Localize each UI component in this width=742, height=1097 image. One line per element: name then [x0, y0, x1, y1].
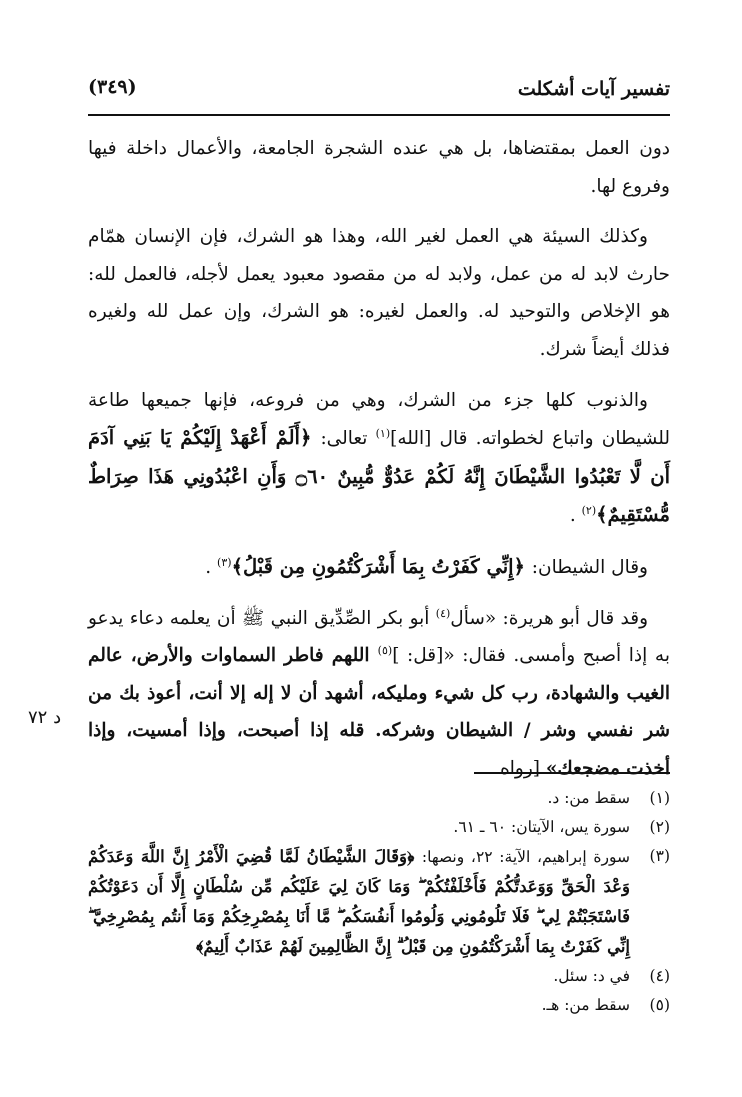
quran-quote-ibrahim: ﴿إِنِّي كَفَرْتُ بِمَا أَشْرَكْتُمُونِ مِن قَبْلُ﴾	[231, 554, 532, 578]
paragraph-3	[88, 382, 670, 535]
footnote-number: (٤)	[649, 967, 670, 985]
footnote-divider	[474, 772, 670, 774]
paragraph-4-text: وقال الشيطان:	[531, 556, 648, 578]
footnote-text: سقط من: هـ.	[541, 996, 630, 1014]
footnote-2	[88, 813, 670, 842]
paragraph-4-end: .	[205, 556, 218, 578]
paragraph-5	[88, 600, 670, 788]
paragraph-5-text: وقد قال أبو هريرة: «سأل	[450, 607, 648, 629]
paragraph-4	[88, 548, 670, 587]
paragraph-2: وكذلك السيئة هي العمل لغير الله، وهذا هو الشرك، فإن الإنسان همّام حارث لابد له من عمل، ولابد له من مقصود معبود يعمل لأجله، فالعمل لله: هو الإخلاص والتوحيد له. والعمل لغيره: هو الشرك، وإن عمل لله ولغيره فذلك أيضاً شرك.	[88, 226, 670, 360]
footnote-ref-3: (٣)	[217, 555, 232, 569]
paragraph-1: دون العمل بمقتضاها، بل هي عنده الشجرة الجامعة، والأعمال داخلة فيها وفروع لها.	[88, 138, 670, 197]
footnote-text: في د: سئل.	[553, 967, 630, 985]
quran-quote-yasin: ﴿أَلَمْ أَعْهَدْ إِلَيْكُمْ يَا بَنِي آدَمَ أَن لَّا تَعْبُدُوا الشَّيْطَانَ إِنَّهُ لَكُمْ عَدُوٌّ مُّبِينٌ ۝٦٠ وَأَنِ اعْبُدُونِي هَذَا صِرَاطٌ مُّسْتَقِيمٌ﴾	[88, 426, 670, 527]
running-title: تفسير آيات أشكلت	[517, 78, 670, 100]
footnotes	[88, 784, 670, 1020]
main-text	[88, 130, 670, 801]
footnote-number: (٥)	[649, 996, 670, 1014]
paragraph-5-end: [رواه	[500, 757, 546, 779]
paragraph-3-end: .	[569, 505, 582, 527]
footnote-ref-2: (٢)	[581, 504, 597, 518]
footnote-number: (٣)	[649, 847, 670, 865]
footnote-4	[88, 962, 670, 991]
footnote-ref-5: (٥)	[377, 643, 393, 657]
footnote-5	[88, 991, 670, 1020]
paragraph-3-text-b: تعالى:	[320, 428, 376, 450]
page-number: (٣٤٩)	[88, 76, 137, 98]
paragraph-3-text: والذنوب كلها جزء من الشرك، وهي من فروعه، فإنها جميعها طاعة للشيطان واتباع لخطواته. قال [الله]	[88, 389, 671, 450]
hadith-quote: اللهم فاطر السماوات والأرض، عالم الغيب والشهادة، رب كل شيء ومليكه، أشهد أن لا إله إلا أنت، أعوذ بك من شر نفسي وشر / الشيطان وشركه. قله إذا أصبحت، وإذا أمسيت، وإذا أخذت مضجعك»	[88, 645, 670, 779]
footnote-ref-1: (١)	[375, 427, 391, 440]
manuscript-margin-note: د ٧٢	[28, 707, 62, 728]
page-header	[88, 70, 670, 116]
footnote-number: (١)	[649, 789, 670, 807]
footnote-3-source: سورة إبراهيم، الآية: ٢٢، ونصها:	[421, 848, 630, 866]
footnote-text: سقط من: د.	[547, 789, 630, 807]
footnote-text	[88, 842, 630, 962]
footnote-ref-4: (٤)	[435, 606, 451, 620]
footnote-1	[88, 784, 670, 813]
footnote-text: سورة يس، الآيتان: ٦٠ ـ ٦١.	[453, 818, 630, 836]
paragraph-5-text-b: أبو بكر الصِّدِّيق النبي ﷺ أن يعلمه دعاء يدعو به إذا أصبح وأمسى. فقال: «[قل: ]	[88, 607, 670, 667]
footnote-3-quran-verse: ﴿وَقَالَ الشَّيْطَانُ لَمَّا قُضِيَ الْأَمْرُ إِنَّ اللَّهَ وَعَدَكُمْ وَعْدَ الْحَقِّ وَوَعَدتُّكُمْ فَأَخْلَفْتُكُمْ ۖ وَمَا كَانَ لِيَ عَلَيْكُم مِّن سُلْطَانٍ إِلَّا أَن دَعَوْتُكُمْ فَاسْتَجَبْتُمْ لِي ۖ فَلَا تَلُومُونِي وَلُومُوا أَنفُسَكُم ۖ مَّا أَنَا بِمُصْرِخِكُمْ وَمَا أَنتُم بِمُصْرِخِيَّ ۖ إِنِّي كَفَرْتُ بِمَا أَشْرَكْتُمُونِ مِن قَبْلُ ۗ إِنَّ الظَّالِمِينَ لَهُمْ عَذَابٌ أَلِيمٌ﴾	[88, 847, 630, 956]
footnote-number: (٢)	[649, 818, 670, 836]
footnote-3	[88, 842, 670, 962]
